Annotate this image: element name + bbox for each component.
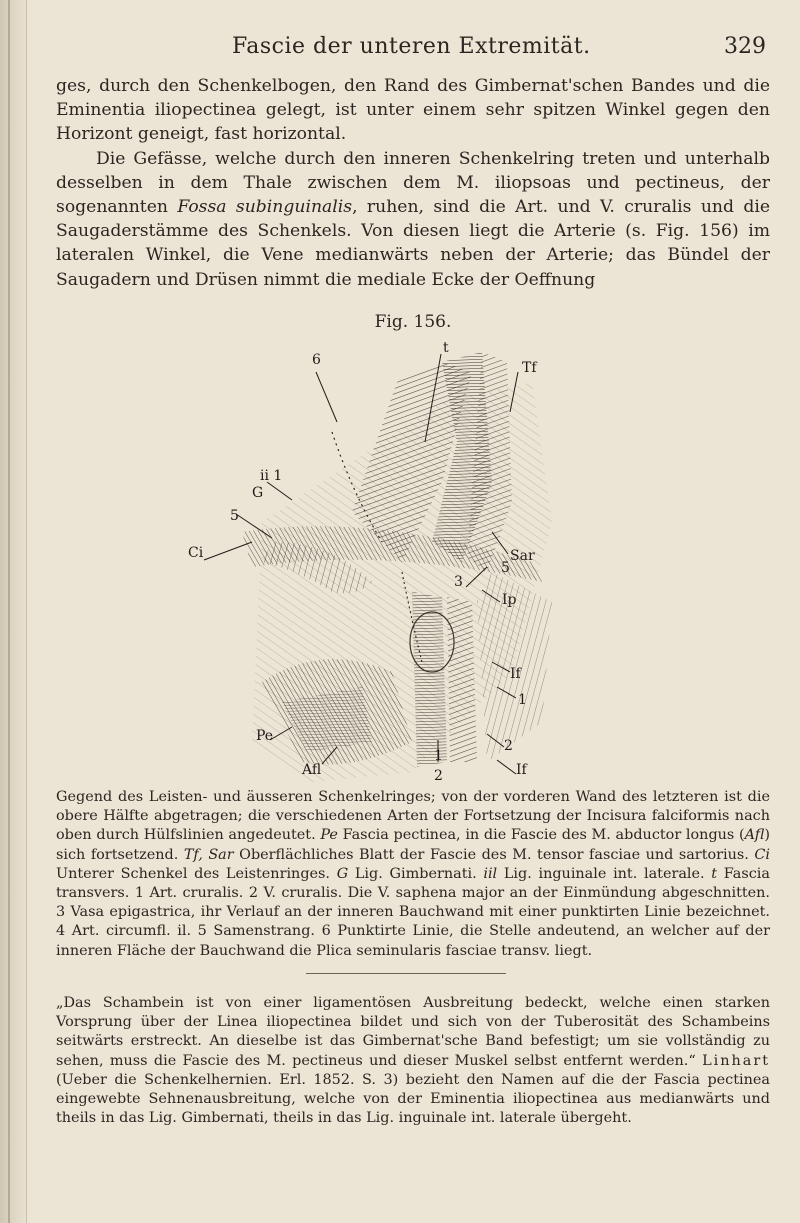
caption-abbr-ci: Ci	[754, 846, 770, 863]
paragraph-2-part-b: , ruhen, sind die Art. und V. cruralis und die Saugaderstämme des Schenkels. Von diesen liegt die Arterie (s. Fig. 156) im lateralen Winkel, die Vene medianwärts neben der Arterie; das Bündel der Saugadern und Drüsen nimmt die mediale Ecke der Oeffnung	[56, 197, 770, 290]
label-5-right: 5	[501, 560, 510, 576]
footnote	[56, 994, 770, 1128]
label-sar: Sar	[510, 548, 535, 564]
label-1-right: 1	[518, 692, 527, 708]
label-g: G	[252, 485, 264, 501]
label-if-bottom: If	[516, 762, 527, 778]
paragraph-2-part-a: Die Gefässe, welche durch den inneren Schenkelring treten und unterhalb desselben in dem Thale zwischen dem M. iliopsoas und pectineus, der sogenannten	[56, 148, 770, 218]
caption-part-d: Oberflächliches Blatt der Fascie des M. tensor fasciae und sartorius.	[233, 846, 755, 863]
caption-part-a: Gegend des Leisten- und äusseren Schenkelringes; von der vorderen Wand des letzteren ist die obere Hälfte abgetragen; die verschiedenen Arten der Fortsetzung der Incisura falciformis nach oben durch Hülfslinien angedeutet.	[56, 789, 770, 844]
label-3: 3	[454, 574, 463, 590]
main-text	[56, 74, 770, 292]
footnote-author: Linhart	[702, 1052, 770, 1069]
caption-part-e: Unterer Schenkel des Leistenringes.	[56, 865, 337, 882]
femoral-artery	[412, 592, 447, 767]
figure-label: Fig. 156.	[374, 312, 452, 332]
label-t: t	[443, 342, 449, 356]
caption-part-b: Fascia pectinea, in die Fascie des M. abductor longus (	[337, 827, 745, 844]
caption-part-g: Lig. inguinale int. laterale.	[497, 865, 712, 882]
running-header	[56, 34, 770, 68]
label-6: 6	[312, 352, 321, 368]
running-title: Fascie der unteren Extremität.	[232, 34, 591, 59]
caption-abbr-t: t	[711, 865, 718, 882]
footnote-part-b: (Ueber die Schenkelhernien. Erl. 1852. S. 3) bezieht den Namen auf die der Fascia pectinea eingewebte Sehnenausbreitung, welche von der Eminentia iliopectinea aus medianwärts und theils in das Lig. Gimbernati, theils in das Lig. inguinale int. laterale übergeht.	[56, 1071, 770, 1127]
caption-part-f: Lig. Gimbernati.	[348, 865, 484, 882]
label-ii1: ii 1	[260, 468, 283, 484]
fossa-term: Fossa subinguinalis	[177, 197, 353, 218]
paragraph-2	[56, 147, 770, 292]
book-page	[56, 0, 770, 1223]
anatomical-figure	[112, 342, 652, 782]
caption-abbr-afl: Afl	[744, 827, 765, 844]
caption-abbr-tf-sar: Tf, Sar	[183, 846, 234, 863]
caption-abbr-g: G	[336, 865, 349, 882]
footnote-text	[56, 994, 770, 1128]
label-pe: Pe	[256, 728, 274, 744]
label-2-bottom: 2	[434, 768, 443, 782]
caption-part-h: Fascia transvers. 1 Art. cruralis. 2 V. cruralis. Die V. saphena major an der Einmündung abgeschnitten. 3 Vasa epigastrica, ihr Verlauf an der inneren Bauchwand mit einer punktirten Linie bezeichnet. 4 Art. circumfl. il. 5 Samenstrang. 6 Punktirte Linie, die Stelle andeutend, an welcher auf der inneren Fläche der Bauchwand die Plica seminularis fasciae transv. liegt.	[56, 865, 770, 959]
label-2-right: 2	[504, 738, 513, 754]
caption-abbr-pe: Pe	[320, 827, 338, 844]
femoral-vein	[447, 597, 477, 762]
footnote-divider	[306, 973, 506, 974]
figure-illustration	[112, 342, 652, 782]
label-if-mid: If	[510, 666, 521, 682]
caption-text	[56, 788, 770, 961]
label-5-left: 5	[230, 508, 239, 524]
label-1-bottom: 1	[434, 748, 443, 764]
page-number: 329	[724, 34, 766, 59]
footnote-part-a: „Das Schambein ist von einer ligamentösen Ausbreitung bedeckt, welche einen starken Vorsprung über der Linea iliopectinea bildet und sich von der Tuberosität des Schambeins seitwärts erstreckt. An dieselbe ist das Gimbernat'sche Band befestigt; um sie vollständig zu sehen, muss die Fascie des M. pectineus und dieser Muskel selbst entfernt werden.“	[56, 995, 770, 1069]
caption-abbr-iil: iil	[483, 865, 498, 882]
label-ci: Ci	[188, 545, 204, 561]
label-tf: Tf	[522, 360, 537, 376]
figure-caption	[56, 788, 770, 961]
caption-part-c: ) sich fortsetzend.	[56, 827, 770, 863]
paragraph-1: ges, durch den Schenkelbogen, den Rand des Gimbernat'schen Bandes und die Eminentia iliopectinea gelegt, ist unter einem sehr spitzen Winkel gegen den Horizont geneigt, fast horizontal.	[56, 76, 770, 145]
label-afl: Afl	[302, 762, 322, 778]
label-ip: Ip	[502, 592, 517, 608]
spine-line	[8, 0, 10, 1223]
book-spine-edge	[0, 0, 27, 1223]
